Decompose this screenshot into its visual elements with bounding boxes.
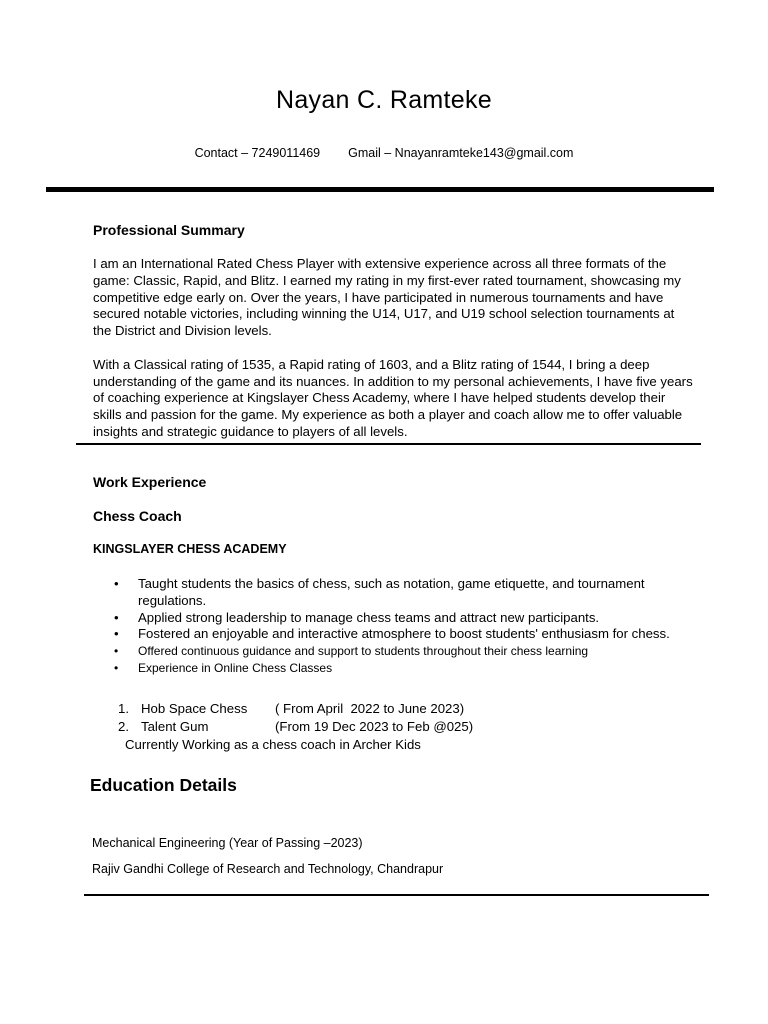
work-heading: Work Experience [93, 474, 207, 490]
summary-paragraph-2: With a Classical rating of 1535, a Rapid rating of 1603, and a Blitz rating of 1544, I bring a deep understanding of the game and its nuances. In addition to my personal achievements, I have five years of coaching experience at Kingslayer Chess Academy, where I have helped students develop their skills and passion for the game. My experience as both a player and coach allow me to offer valuable insights and strategic guidance to players of all levels. [93, 356, 693, 439]
list-item: • Fostered an enjoyable and interactive atmosphere to boost students' enthusiasm for chess. [114, 626, 704, 643]
online-class-period: (From 19 Dec 2023 to Feb @025) [275, 719, 474, 734]
online-class-place: Hob Space Chess [141, 701, 248, 716]
online-class-place: Talent Gum [141, 719, 209, 734]
list-item: • Offered continuous guidance and support to students throughout their chess learning [114, 643, 704, 660]
candidate-name: Nayan C. Ramteke [276, 86, 492, 114]
duties-list [114, 576, 704, 677]
list-item: • Experience in Online Chess Classes [114, 660, 704, 677]
contact-phone: Contact – 7249011469 [194, 146, 321, 160]
summary-divider [76, 443, 701, 445]
contact-line [0, 146, 768, 160]
header-divider [46, 187, 714, 192]
work-role: Chess Coach [93, 508, 182, 524]
online-class-row [118, 700, 464, 717]
online-class-number: 1. [118, 701, 129, 716]
education-degree: Mechanical Engineering (Year of Passing –2023) [92, 836, 363, 850]
work-company: KINGSLAYER CHESS ACADEMY [93, 542, 287, 556]
list-item: • Taught students the basics of chess, such as notation, game etiquette, and tournament regulations. [114, 576, 704, 610]
online-class-number: 2. [118, 719, 129, 734]
list-item: • Applied strong leadership to manage chess teams and attract new participants. [114, 610, 704, 627]
contact-email: Gmail – Nnayanramteke143@gmail.com [348, 146, 574, 160]
online-class-period: ( From April 2022 to June 2023) [275, 701, 465, 716]
summary-text [93, 256, 693, 441]
online-class-row [118, 718, 473, 735]
summary-paragraph-1: I am an International Rated Chess Player with extensive experience across all three formats of the game: Classic, Rapid, and Blitz. I earned my rating in my first-ever rated tournament, showcasing my competitive edge early on. Over the years, I have participated in numerous tournaments and have secured notable victories, including winning the U14, U17, and U19 school selection tournaments at the District and Division levels. [93, 256, 681, 339]
summary-heading: Professional Summary [93, 222, 245, 238]
footer-divider [84, 894, 709, 896]
education-college: Rajiv Gandhi College of Research and Technology, Chandrapur [92, 862, 444, 876]
current-position: Currently Working as a chess coach in Archer Kids [125, 737, 421, 752]
education-heading: Education Details [90, 775, 237, 795]
